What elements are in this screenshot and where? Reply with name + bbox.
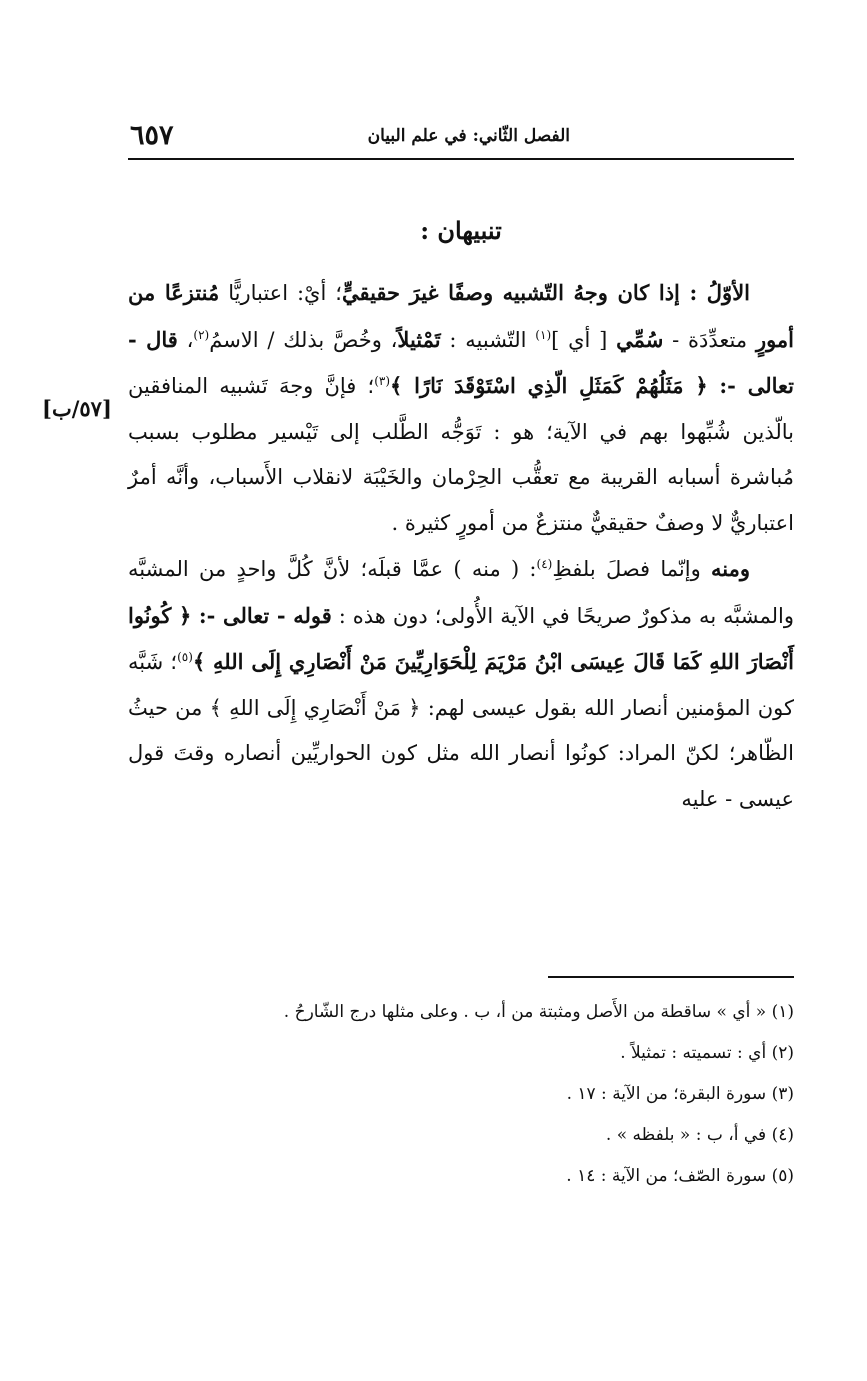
margin-reference: [٥٧/ب] — [42, 396, 112, 421]
running-title: الفصل الثّاني: في علم البيان — [367, 126, 570, 146]
text-run: ، وخُصَّ بذلك / الاسمُ — [209, 327, 398, 352]
quran-quote: قال - تعالى -: ﴿ مَثَلُهُمْ كَمَثَلِ الّذِي اسْتَوْقَدَ نَارًا ﴾ — [128, 326, 794, 398]
text-bold: مُنتزعًا من أمورٍ — [128, 280, 795, 352]
text-run: : ( منه ) عمَّا قبلَه؛ لأنَّ كُلَّ واحدٍ من المشبَّه والمشبَّه به مذكورٌ صريحًا في الآية الأُولى؛ دون هذه : — [128, 557, 794, 628]
section-heading: تنبيهان : — [420, 216, 502, 245]
quran-quote: قوله - تعالى -: ﴿ كُونُوا أَنْصَارَ اللهِ كَمَا قَالَ عِيسَى ابْنُ مَرْيَمَ لِلْحَوَارِيِّينَ مَنْ أَنْصَارِي إِلَى اللهِ ﴾ — [128, 602, 794, 674]
text-run: ؛ أيْ: اعتباريًّا — [219, 281, 342, 305]
page-number: ٦٥٧ — [130, 120, 174, 151]
text-bold: ومنه — [711, 556, 750, 581]
main-text — [128, 270, 794, 822]
text-bold: سُمِّي — [616, 326, 664, 352]
text-run: متعدِّدَة - — [663, 327, 756, 352]
footnote-2: (٢) أي : تسميته : تمثيلاً . — [620, 1043, 794, 1063]
footnote-1: (١) « أي » ساقطة من الأَصل ومثبتة من أ، ب . وعلى مثلها درج الشّارحُ . — [283, 1002, 794, 1022]
footnote-5: (٥) سورة الصّف؛ من الآية : ١٤ . — [566, 1166, 794, 1186]
running-header — [128, 122, 794, 154]
footnote-marker: (٥) — [177, 650, 193, 664]
text-run: ؛ فإنَّ وجهَ تَشبيه المنافقين بالّذين شُبِّهوا بهم في الآية؛ هو : تَوَجُّه الطَّلب إلى تَيْسير مطلوب بسبب مُباشرة أسبابه القريبة مع تعقُّب الحِرْمان والخَيْبَة لانقلاب الأَسباب، وأنَّه أمرٌ اعتباريٌّ لا وصفٌ حقيقيٌّ منتزعٌ من أمورٍ كثيرة . — [128, 374, 794, 535]
footnote-marker: (١) — [535, 327, 552, 342]
footnote-rule — [548, 976, 794, 978]
paragraph-second — [128, 546, 794, 822]
footnote-marker: (٣) — [374, 374, 391, 388]
text-run: [ أي ] — [551, 327, 617, 352]
footnotes — [128, 992, 794, 1197]
footnote-3: (٣) سورة البقرة؛ من الآية : ١٧ . — [566, 1084, 794, 1104]
header-rule — [128, 158, 794, 160]
footnote-marker: (٢) — [193, 327, 210, 342]
text-run: ؛ شَبَّه كون المؤمنين أنصار الله بقول عيسى لهم: ﴿ مَنْ أَنْصَارِي إِلَى اللهِ ﴾ من حيثُ الظّاهر؛ لكنّ المراد: كونُوا أنصار الله مثل كون الحواريِّين أنصاره وقتَ قول عيسى - عليه — [128, 650, 794, 811]
text-bold: الأوّلُ : إذا كان وجهُ التّشبيه وصفًا غيرَ حقيقيٍّ — [341, 280, 751, 305]
text-run: وإنّما فصلَ بلفظِ — [552, 557, 711, 581]
text-run: ، — [177, 327, 194, 352]
text-bold: تَمْثيلاً — [397, 326, 441, 352]
footnote-4: (٤) في أ، ب : « بلفظه » . — [605, 1125, 794, 1145]
text-run: التّشبيه : — [440, 327, 536, 352]
footnote-marker: (٤) — [536, 557, 553, 571]
paragraph-first-note — [128, 270, 794, 546]
